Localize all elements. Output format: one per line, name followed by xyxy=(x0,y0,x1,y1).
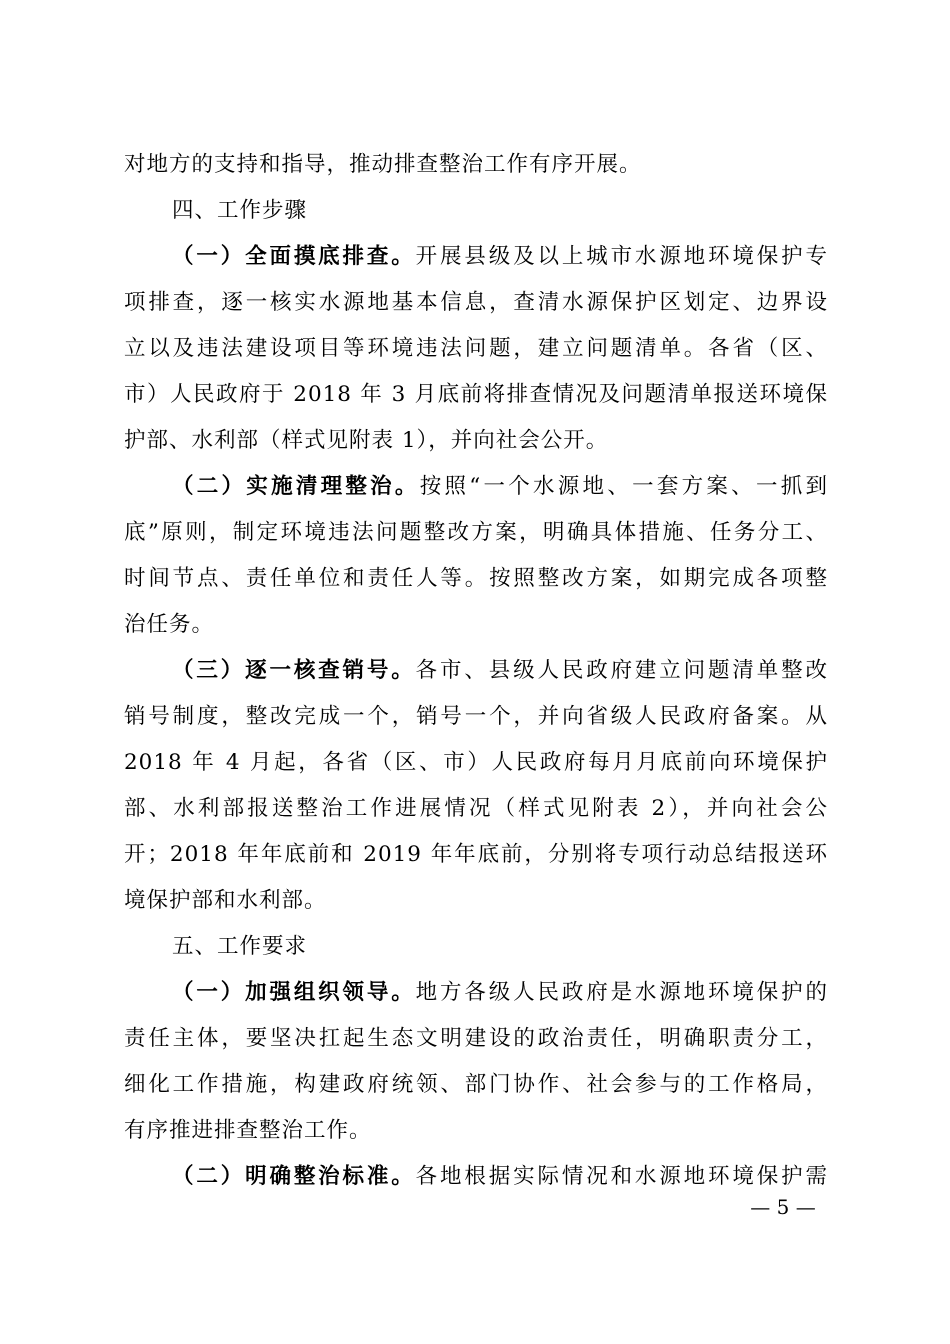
subsection-1-line: （一）加强组织领导。地方各级人民政府是水源地环境保护的 xyxy=(172,980,828,1005)
paragraph-line: 护部、水利部（样式见附表 1），并向社会公开。 xyxy=(124,428,609,453)
paragraph-line: 底”原则，制定环境违法问题整改方案，明确具体措施、任务分工、 xyxy=(124,520,828,545)
paragraph-line: 细化工作措施，构建政府统领、部门协作、社会参与的工作格局， xyxy=(124,1072,828,1097)
subsection-1-line: （一）全面摸底排查。开展县级及以上城市水源地环境保护专 xyxy=(172,244,828,269)
paragraph-line: 销号制度，整改完成一个，销号一个，并向省级人民政府备案。从 xyxy=(124,704,828,729)
subsection-title: （一）全面摸底排查。 xyxy=(172,244,416,269)
paragraph-line: 时间节点、责任单位和责任人等。按照整改方案，如期完成各项整 xyxy=(124,566,828,591)
body-text xyxy=(124,142,828,1200)
paragraph-line: 项排查，逐一核实水源地基本信息，查清水源保护区划定、边界设 xyxy=(124,290,828,315)
paragraph-line: 2018 年 4 月起，各省（区、市）人民政府每月月底前向环境保护 xyxy=(124,750,828,775)
section-heading-work-steps: 四、工作步骤 xyxy=(172,198,308,223)
subsection-3-line: （三）逐一核查销号。各市、县级人民政府建立问题清单整改 xyxy=(172,658,828,683)
subsection-title: （二）明确整治标准。 xyxy=(172,1164,416,1189)
paragraph-line: 市）人民政府于 2018 年 3 月底前将排查情况及问题清单报送环境保 xyxy=(124,382,828,407)
paragraph-line: 对地方的支持和指导，推动排查整治工作有序开展。 xyxy=(124,152,642,177)
paragraph-line: 责任主体，要坚决扛起生态文明建设的政治责任，明确职责分工， xyxy=(124,1026,828,1051)
subsection-2-line: （二）实施清理整治。按照“一个水源地、一套方案、一抓到 xyxy=(172,474,828,499)
subsection-2-line: （二）明确整治标准。各地根据实际情况和水源地环境保护需 xyxy=(172,1164,828,1189)
subsection-title: （二）实施清理整治。 xyxy=(172,474,420,499)
subsection-title: （一）加强组织领导。 xyxy=(172,980,416,1005)
paragraph-line: 治任务。 xyxy=(124,612,215,637)
paragraph-line: 开；2018 年年底前和 2019 年年底前，分别将专项行动总结报送环 xyxy=(124,842,828,867)
page-number: — 5 — xyxy=(750,1195,816,1219)
subsection-title: （三）逐一核查销号。 xyxy=(172,658,416,683)
paragraph-line: 境保护部和水利部。 xyxy=(124,888,327,913)
paragraph-line: 部、水利部报送整治工作进展情况（样式见附表 2），并向社会公 xyxy=(124,796,828,821)
paragraph-line: 立以及违法建设项目等环境违法问题，建立问题清单。各省（区、 xyxy=(124,336,828,361)
paragraph-line: 有序推进排查整治工作。 xyxy=(124,1118,372,1143)
section-heading-work-requirements: 五、工作要求 xyxy=(172,934,308,959)
